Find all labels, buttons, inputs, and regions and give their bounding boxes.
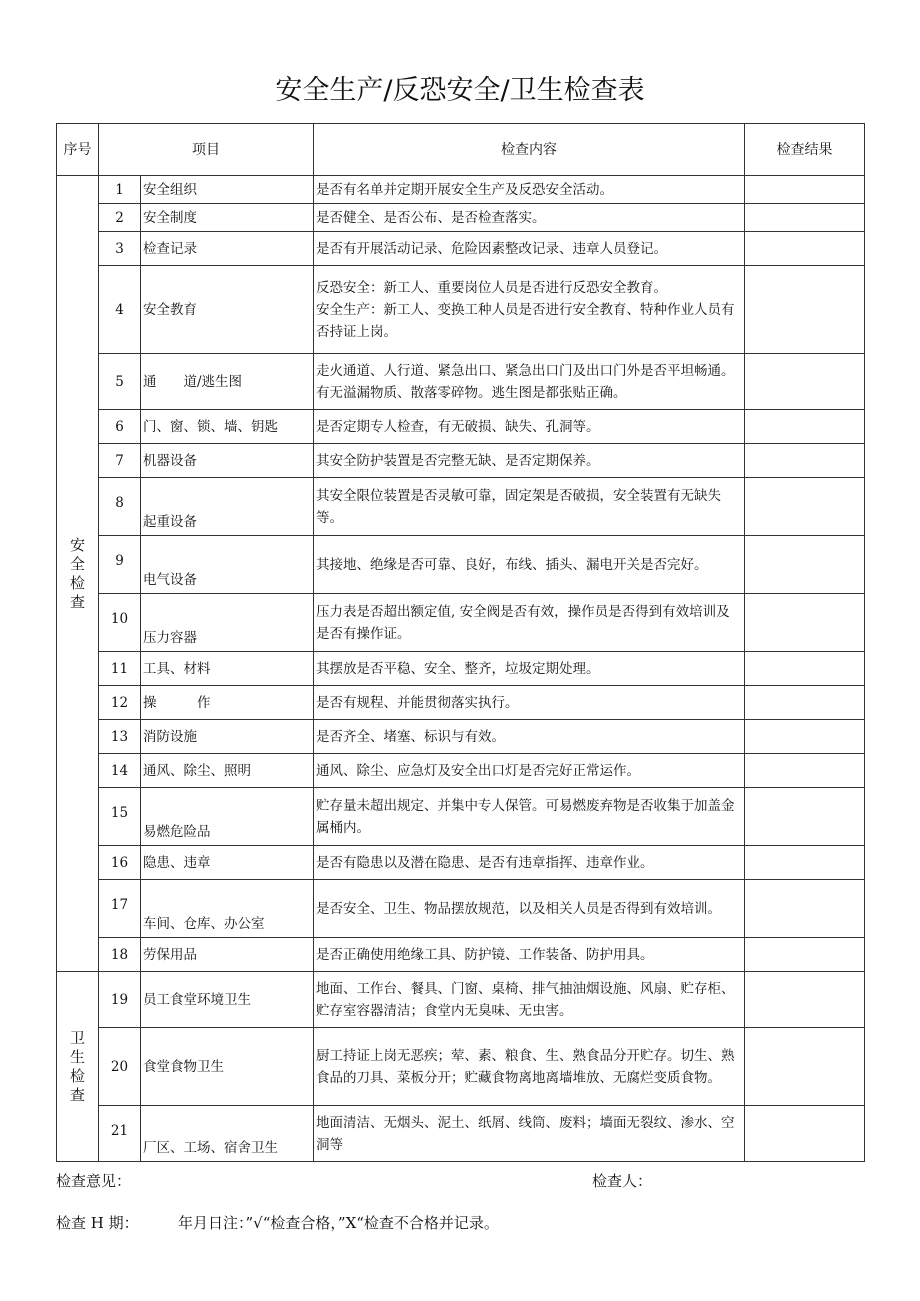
table-row xyxy=(57,204,865,232)
result-cell[interactable] xyxy=(745,686,865,720)
item-name: 员工食堂环境卫生 xyxy=(141,972,314,1028)
table-row xyxy=(57,1028,865,1106)
result-cell[interactable] xyxy=(745,266,865,354)
row-number: 11 xyxy=(99,652,141,686)
result-cell[interactable] xyxy=(745,754,865,788)
item-name: 门、窗、锁、墙、钥匙 xyxy=(141,410,314,444)
row-number: 9 xyxy=(99,536,141,594)
row-number: 6 xyxy=(99,410,141,444)
row-number: 14 xyxy=(99,754,141,788)
content-line: 反恐安全：新工人、重要岗位人员是否进行反恐安全教育。 xyxy=(316,279,667,296)
check-content xyxy=(314,880,745,938)
content-line: 地面、工作台、餐具、门窗、桌椅、排气抽油烟设施、风扇、贮存柜、贮存室容器清洁；食堂内无臭味、无虫害。 xyxy=(316,980,735,1019)
content-line: 是否安全、卫生、物品摆放规范，以及相关人员是否得到有效培训。 xyxy=(316,900,721,917)
result-cell[interactable] xyxy=(745,880,865,938)
result-cell[interactable] xyxy=(745,788,865,846)
table-row xyxy=(57,536,865,594)
table-row xyxy=(57,652,865,686)
row-number: 4 xyxy=(99,266,141,354)
item-name: 通 道/逃生图 xyxy=(141,354,314,410)
result-cell[interactable] xyxy=(745,972,865,1028)
table-row xyxy=(57,410,865,444)
row-number: 13 xyxy=(99,720,141,754)
content-line: 是否正确使用绝缘工具、防护镜、工作装备、防护用具。 xyxy=(316,946,654,963)
header-content: 检查内容 xyxy=(314,124,745,176)
section-label xyxy=(57,176,99,972)
check-content xyxy=(314,354,745,410)
result-cell[interactable] xyxy=(745,410,865,444)
row-number: 3 xyxy=(99,232,141,266)
content-line: 其安全限位装置是否灵敏可靠，固定架是否破损，安全装置有无缺失等。 xyxy=(316,487,721,526)
content-line: 走火通道、人行道、紧急出口、紧急出口门及出口门外是否平坦畅通。有无溢漏物质、散落零碎物。逃生图是都张贴正确。 xyxy=(316,362,735,401)
check-content xyxy=(314,686,745,720)
item-name: 检查记录 xyxy=(141,232,314,266)
table-row xyxy=(57,788,865,846)
row-number: 16 xyxy=(99,846,141,880)
section-char: 全 xyxy=(69,554,85,573)
content-line: 是否有规程、并能贯彻落实执行。 xyxy=(316,694,519,711)
item-name: 易燃危险品 xyxy=(141,788,314,846)
section-char: 卫 xyxy=(69,1028,85,1047)
table-row xyxy=(57,266,865,354)
item-name: 食堂食物卫生 xyxy=(141,1028,314,1106)
check-content xyxy=(314,652,745,686)
check-content xyxy=(314,972,745,1028)
table-row xyxy=(57,176,865,204)
inspection-table xyxy=(56,123,865,1162)
content-line: 通风、除尘、应急灯及安全出口灯是否完好正常运作。 xyxy=(316,762,640,779)
item-name: 电气设备 xyxy=(141,536,314,594)
content-line: 其安全防护装置是否完整无缺、是否定期保养。 xyxy=(316,452,600,469)
inspector-label: 检查人： xyxy=(592,1172,653,1190)
table-row xyxy=(57,594,865,652)
section-char: 检 xyxy=(69,573,85,592)
content-line: 是否定期专人检查，有无破损、缺失、孔洞等。 xyxy=(316,418,600,435)
section-char: 生 xyxy=(69,1047,85,1066)
result-cell[interactable] xyxy=(745,594,865,652)
result-cell[interactable] xyxy=(745,176,865,204)
section-char: 查 xyxy=(69,1085,85,1104)
check-content xyxy=(314,938,745,972)
content-line: 是否有名单并定期开展安全生产及反恐安全活动。 xyxy=(316,181,613,198)
result-cell[interactable] xyxy=(745,720,865,754)
check-content xyxy=(314,720,745,754)
row-number: 8 xyxy=(99,478,141,536)
section-char: 查 xyxy=(69,592,85,611)
row-number: 12 xyxy=(99,686,141,720)
result-cell[interactable] xyxy=(745,846,865,880)
content-line: 其接地、绝缘是否可靠、良好，布线、插头、漏电开关是否完好。 xyxy=(316,556,708,573)
date-label: 检查 H 期： xyxy=(56,1214,139,1232)
section-char: 安 xyxy=(69,535,85,554)
table-row xyxy=(57,938,865,972)
content-line: 其摆放是否平稳、安全、整齐，垃圾定期处理。 xyxy=(316,660,600,677)
item-name: 消防设施 xyxy=(141,720,314,754)
table-row xyxy=(57,232,865,266)
item-name: 工具、材料 xyxy=(141,652,314,686)
row-number: 15 xyxy=(99,788,141,846)
row-number: 7 xyxy=(99,444,141,478)
row-number: 1 xyxy=(99,176,141,204)
item-name: 机器设备 xyxy=(141,444,314,478)
result-cell[interactable] xyxy=(745,1028,865,1106)
legend-note: 年月日注：”√“检查合格，”X“检查不合格并记录。 xyxy=(178,1214,499,1232)
check-content xyxy=(314,266,745,354)
row-number: 17 xyxy=(99,880,141,938)
row-number: 5 xyxy=(99,354,141,410)
result-cell[interactable] xyxy=(745,354,865,410)
check-content xyxy=(314,754,745,788)
table-row xyxy=(57,720,865,754)
item-name: 通风、除尘、照明 xyxy=(141,754,314,788)
content-line: 是否有开展活动记录、危险因素整改记录、违章人员登记。 xyxy=(316,240,667,257)
result-cell[interactable] xyxy=(745,1106,865,1162)
check-content xyxy=(314,176,745,204)
check-content xyxy=(314,846,745,880)
item-name: 压力容器 xyxy=(141,594,314,652)
row-number: 21 xyxy=(99,1106,141,1162)
opinion-label: 检查意见： xyxy=(56,1172,132,1190)
result-cell[interactable] xyxy=(745,652,865,686)
item-name: 厂区、工场、宿舍卫生 xyxy=(141,1106,314,1162)
header-result: 检查结果 xyxy=(745,124,865,176)
item-name: 劳保用品 xyxy=(141,938,314,972)
item-name: 安全组织 xyxy=(141,176,314,204)
content-line: 是否有隐患以及潜在隐患、是否有违章指挥、违章作业。 xyxy=(316,854,654,871)
content-line: 是否健全、是否公布、是否检查落实。 xyxy=(316,209,546,226)
check-content xyxy=(314,594,745,652)
table-row xyxy=(57,754,865,788)
row-number: 2 xyxy=(99,204,141,232)
section-char: 检 xyxy=(69,1066,85,1085)
header-row xyxy=(57,124,865,176)
header-seq: 序号 xyxy=(57,124,99,176)
check-content xyxy=(314,536,745,594)
table-row xyxy=(57,972,865,1028)
check-content xyxy=(314,1106,745,1162)
result-cell[interactable] xyxy=(745,536,865,594)
item-name: 安全教育 xyxy=(141,266,314,354)
table-row xyxy=(57,846,865,880)
table-row xyxy=(57,444,865,478)
page-title: 安全生产/反恐安全/卫生检查表 xyxy=(275,75,645,106)
result-cell[interactable] xyxy=(745,444,865,478)
table-row xyxy=(57,880,865,938)
row-number: 20 xyxy=(99,1028,141,1106)
content-line: 压力表是否超出额定值, 安全阀是否有效，操作员是否得到有效培训及是否有操作证。 xyxy=(316,603,730,642)
content-line: 地面清洁、无烟头、泥土、纸屑、线筒、废料；墙面无裂纹、渗水、空洞等 xyxy=(316,1114,735,1153)
check-content xyxy=(314,204,745,232)
result-cell[interactable] xyxy=(745,478,865,536)
check-content xyxy=(314,444,745,478)
item-name: 安全制度 xyxy=(141,204,314,232)
content-line: 贮存量未超出规定、并集中专人保管。可易燃废弃物是否收集于加盖金属桶内。 xyxy=(316,797,735,836)
section-label xyxy=(57,972,99,1162)
check-content xyxy=(314,1028,745,1106)
result-cell[interactable] xyxy=(745,938,865,972)
table-row xyxy=(57,1106,865,1162)
table-row xyxy=(57,686,865,720)
table-row xyxy=(57,478,865,536)
item-name: 起重设备 xyxy=(141,478,314,536)
content-line: 厨工持证上岗无恶疾；荤、素、粮食、生、熟食品分开贮存。切生、熟食品的刀具、菜板分开；贮藏食物离地离墙堆放、无腐烂变质食物。 xyxy=(316,1047,735,1086)
header-item: 项目 xyxy=(99,124,314,176)
check-content xyxy=(314,478,745,536)
row-number: 19 xyxy=(99,972,141,1028)
check-content xyxy=(314,788,745,846)
content-line: 是否齐全、堵塞、标识与有效。 xyxy=(316,728,505,745)
check-content xyxy=(314,232,745,266)
item-name: 车间、仓库、办公室 xyxy=(141,880,314,938)
item-name: 隐患、违章 xyxy=(141,846,314,880)
item-name: 操 作 xyxy=(141,686,314,720)
table-row xyxy=(57,354,865,410)
check-content xyxy=(314,410,745,444)
result-cell[interactable] xyxy=(745,232,865,266)
row-number: 10 xyxy=(99,594,141,652)
content-line: 安全生产：新工人、变换工种人员是否进行安全教育、特种作业人员有否持证上岗。 xyxy=(316,301,735,340)
row-number: 18 xyxy=(99,938,141,972)
result-cell[interactable] xyxy=(745,204,865,232)
